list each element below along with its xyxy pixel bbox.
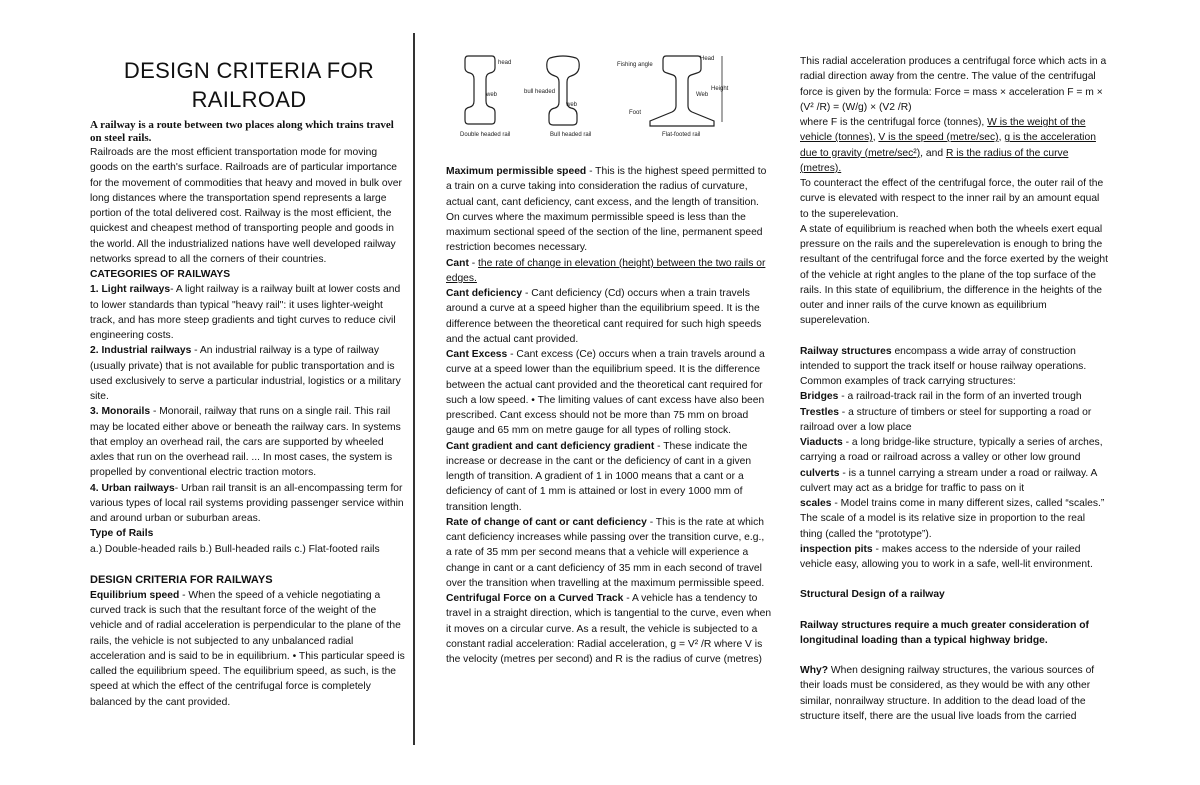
category-monorails bbox=[90, 404, 408, 480]
term-equilibrium-speed: Equilibrium speed bbox=[90, 589, 180, 601]
label-bull-headed: bull headed bbox=[524, 89, 556, 95]
text-max-permissible-speed: - This is the highest speed permitted to a train on a curve taking into consideration the radius of curvature, actual cant, cant deficiency, cant excess, and the length of transition. On curves where the maximum permissible speed is less than the maximum sectional speed of the section of the line, permanent speed restriction becomes necessary. bbox=[446, 166, 767, 254]
where-lead: where F is the centrifugal force (tonnes), bbox=[800, 117, 988, 128]
category-urban bbox=[90, 481, 408, 527]
term-industrial-railways: 2. Industrial railways bbox=[90, 345, 192, 357]
label-head: head bbox=[498, 60, 512, 66]
categories-heading: CATEGORIES OF RAILWAYS bbox=[90, 269, 231, 280]
text-urban-railways: - Urban rail transit is an all-encompassing term for various types of local rail systems providing passenger service within and around urban or suburban areas. bbox=[90, 482, 404, 524]
type-of-rails-list: a.) Double-headed rails b.) Bull-headed rails c.) Flat-footed rails bbox=[90, 543, 380, 555]
text-rate-of-change: - This is the rate at which cant deficiency increases while passing over the transition curve, e.g., a rate of 35 mm per second means that a vehicle will experience a change in cant or a cant deficiency of 35 mm in each second of travel over the transition when travelling at the maximum permissible speed. bbox=[446, 516, 765, 589]
term-rate-of-change: Rate of change of cant or cant deficiency bbox=[446, 516, 647, 528]
term-cant: Cant bbox=[446, 257, 469, 269]
text-cant-deficiency: - Cant deficiency (Cd) occurs when a train travels around a curve at a speed higher than the equilibrium speed. It is the difference between the theoretical cant required for such high speeds and the actual cant provided. bbox=[446, 288, 762, 345]
longitudinal-loading-paragraph: Railway structures require a much greater consideration of longitudinal loading than a typical highway bridge. bbox=[800, 619, 1089, 646]
label-fishing-angle: Fishing angle bbox=[617, 62, 653, 68]
culverts-paragraph bbox=[800, 466, 1110, 497]
column-right bbox=[800, 54, 1110, 724]
term-cant-excess: Cant Excess bbox=[446, 349, 508, 360]
text-culverts: - is a tunnel carrying a stream under a road or railway. A culvert may act as a bridge for traffic to pass on it bbox=[800, 467, 1097, 494]
where-v: V is the speed (metre/sec) bbox=[878, 132, 999, 144]
term-why: Why? bbox=[800, 665, 829, 676]
term-light-railways: 1. Light railways bbox=[90, 284, 171, 296]
term-trestles: Trestles bbox=[800, 406, 839, 418]
term-max-permissible-speed: Maximum permissible speed bbox=[446, 166, 587, 177]
text-bridges: - a railroad-track rail in the form of an inverted trough bbox=[838, 391, 1082, 403]
column-left bbox=[90, 56, 408, 710]
term-centrifugal-force: Centrifugal Force on a Curved Track bbox=[446, 593, 624, 604]
flat-footed-rail-shape bbox=[650, 56, 714, 126]
equilibrium-state-paragraph: A state of equilibrium is reached when both the wheels exert equal pressure on the rails and the superelevation is enough to bring the resultant of the centrifugal force and the force exerted by the weight of the vehicle at right angles to the plane of the top surface of the rails. In this state of equilibrium, the difference in the heights of the outer and inner rails of the curve known as equilibrium superelevation. bbox=[800, 223, 1108, 327]
cant-excess-paragraph bbox=[446, 347, 772, 439]
where-w: W is the weight of the vehicle (tonnes) bbox=[800, 117, 1086, 144]
max-permissible-speed-paragraph bbox=[446, 164, 772, 256]
centrifugal-force-paragraph bbox=[446, 591, 772, 667]
where-sep-2: , bbox=[998, 132, 1005, 144]
term-viaducts: Viaducts bbox=[800, 437, 843, 448]
where-r: R is the radius of the curve (metres). bbox=[800, 147, 1069, 174]
lead-sentence: A railway is a route between two places along which trains travel on steel rails. bbox=[90, 119, 394, 144]
term-culverts: culverts bbox=[800, 467, 840, 479]
cant-dash: - bbox=[468, 257, 479, 269]
term-railway-structures: Railway structures bbox=[800, 345, 892, 357]
intro-paragraph: Railroads are the most efficient transportation mode for moving goods on the earth's surface. Railroads are of particular importance for the movement of commodities that heavy and moved in bulk over long distances where the transportation spend represents a large portion of the total delivered cost. Railway is the most efficient, the quickest and cheapest method of transporting people and goods in the world. All the industrialized nations have well developed railway networks spread to all the corners of their countries. bbox=[90, 147, 402, 265]
label-web-2: web bbox=[566, 102, 578, 108]
where-paragraph bbox=[800, 115, 1110, 176]
text-inspection-pits: - makes access to the nderside of your railed vehicle easy, allowing you to work in a safe, well-lit environment. bbox=[800, 543, 1093, 570]
inspection-pits-paragraph bbox=[800, 542, 1110, 573]
where-sep-1: , bbox=[872, 132, 879, 144]
counteract-paragraph: To counteract the effect of the centrifugal force, the outer rail of the curve is elevated with respect to the inner rail by an amount equal to the superelevation. bbox=[800, 178, 1104, 220]
text-scales: - Model trains come in many different sizes, called “scales.” The scale of a model is its relative size in proportion to the real thing (called the “prototype”). bbox=[800, 498, 1105, 540]
column-divider bbox=[413, 33, 415, 745]
text-centrifugal-force: - A vehicle has a tendency to travel in a straight direction, which is tangential to the curve, even when it moves on a circular curve. As a result, the vehicle is subjected to a constant radial acceleration: Radial acceleration, g = V² /R where V is the velocity (metres per second) and R is the radius of curve (metres) bbox=[446, 593, 772, 665]
cant-gradient-paragraph bbox=[446, 439, 772, 515]
cant-deficiency-paragraph bbox=[446, 286, 772, 347]
document-title bbox=[90, 56, 408, 114]
label-web-3: Web bbox=[696, 92, 709, 98]
text-equilibrium-speed: - When the speed of a vehicle negotiating a curved track is such that the resultant force of the weight of the vehicle and of radial acceleration is perpendicular to the plane of the rails, the vehicle is not subjected to any unbalanced radial acceleration and is said to be in equilibrium. • This particular speed is called the equilibrium speed. The equilibrium speed, as such, is the speed at which the effect of the centrifugal force is completely balanced by the cant provided. bbox=[90, 589, 405, 708]
caption-flat-footed: Flat-footed rail bbox=[662, 132, 701, 138]
caption-bull-headed: Bull headed rail bbox=[550, 132, 592, 138]
text-viaducts: - a long bridge-like structure, typically a series of arches, carrying a road or railroad across a valley or other low ground bbox=[800, 437, 1103, 464]
railway-structures-paragraph bbox=[800, 344, 1110, 390]
text-railway-structures: encompass a wide array of construction intended to support the track itself or house railway operations. Common examples of track carrying structures: bbox=[800, 345, 1087, 387]
label-foot: Foot bbox=[629, 110, 642, 116]
label-height: Height bbox=[711, 86, 729, 92]
term-urban-railways: 4. Urban railways bbox=[90, 482, 175, 494]
structural-design-heading: Structural Design of a railway bbox=[800, 589, 945, 601]
radial-acceleration-paragraph: This radial acceleration produces a centrifugal force which acts in a radial direction away from the centre. The value of the centrifugal force is given by the formula: Force = mass × acceleration F = m × (V² /R) = (W/g) × (V2 /R) bbox=[800, 56, 1107, 113]
design-criteria-heading: DESIGN CRITERIA FOR RAILWAYS bbox=[90, 573, 273, 586]
term-inspection-pits: inspection pits bbox=[800, 543, 873, 555]
text-why: When designing railway structures, the various sources of their loads must be considered, as they would be with any other similar, nonrailway structure. In addition to the dead load of the structure itself, there are the usual live loads from the carried bbox=[800, 665, 1095, 722]
caption-double-headed: Double headed rail bbox=[460, 132, 511, 138]
cant-paragraph bbox=[446, 256, 772, 287]
term-scales: scales bbox=[800, 498, 832, 509]
trestles-paragraph bbox=[800, 405, 1110, 436]
type-of-rails-heading: Type of Rails bbox=[90, 528, 154, 540]
text-monorails: - Monorail, railway that runs on a single rail. This rail may be located either above or beneath the railway cars. In systems that employ an overhead rail, the cars are supported by wheeled axles that run on the overhead rail. ... In most cases, the system is propelled by conventional electric traction motors. bbox=[90, 406, 401, 479]
term-bridges: Bridges bbox=[800, 391, 839, 403]
category-light bbox=[90, 282, 408, 343]
scales-paragraph bbox=[800, 496, 1110, 542]
text-light-railways: - A light railway is a railway built at lower costs and to lower standards than typical "heavy rail": it uses lighter-weight track, and has more steep gradients and tight curves to reduce civil engineering costs. bbox=[90, 284, 401, 341]
why-paragraph bbox=[800, 663, 1110, 724]
bridges-paragraph bbox=[800, 389, 1110, 404]
title-line-2: RAILROAD bbox=[191, 87, 307, 112]
column-middle bbox=[446, 52, 772, 667]
text-trestles: - a structure of timbers or steel for supporting a road or railroad over a low place bbox=[800, 406, 1092, 433]
double-headed-rail-shape bbox=[465, 56, 498, 124]
viaducts-paragraph bbox=[800, 435, 1110, 466]
term-cant-gradient: Cant gradient and cant deficiency gradient bbox=[446, 440, 655, 452]
where-g: g is the acceleration due to gravity (metre/sec²) bbox=[800, 132, 1096, 159]
text-cant-excess: - Cant excess (Ce) occurs when a train travels around a curve at a speed lower than the equilibrium speed. It is the difference between the actual cant provided and the theoretical cant required for such a low speed. • The limiting values of cant excess have also been prescribed. Cant excess should not be more than 75 mm on broad gauge and 65 mm on metre gauge for all types of rolling stock. bbox=[446, 349, 765, 437]
text-industrial-railways: - An industrial railway is a type of railway (usually private) that is not available for public transportation and is used exclusively to serve a particular industrial, logistics or a military site. bbox=[90, 345, 401, 402]
rail-types-figure bbox=[454, 52, 734, 144]
where-sep-3: , and bbox=[920, 147, 946, 159]
category-industrial bbox=[90, 343, 408, 404]
equilibrium-speed-paragraph bbox=[90, 588, 408, 710]
title-line-1: DESIGN CRITERIA FOR bbox=[123, 58, 375, 83]
label-head-2: Head bbox=[700, 56, 715, 62]
rate-of-change-paragraph bbox=[446, 515, 772, 591]
text-cant-gradient: - These indicate the increase or decrease in the cant or the deficiency of cant in a given length of transition. A gradient of 1 in 1000 means that a cant or a deficiency of cant of 1 mm is attained or lost in every 1000 mm of transition length. bbox=[446, 440, 752, 513]
text-cant: the rate of change in elevation (height) between the two rails or edges. bbox=[446, 257, 766, 284]
label-web-1: web bbox=[486, 92, 498, 98]
term-cant-deficiency: Cant deficiency bbox=[446, 288, 523, 299]
term-monorails: 3. Monorails bbox=[90, 406, 151, 418]
